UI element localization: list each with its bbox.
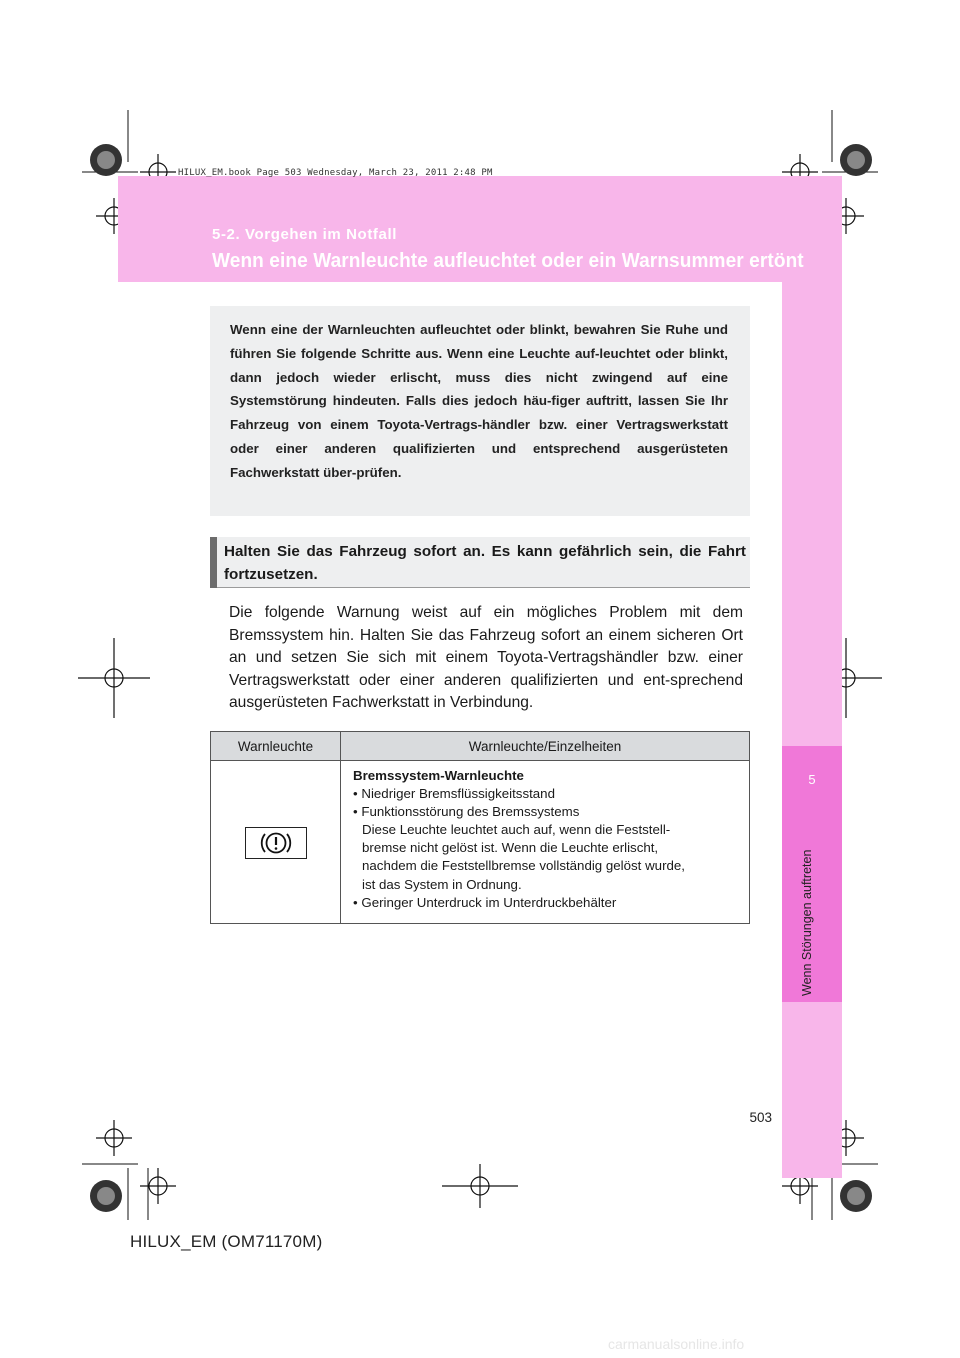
details-item: • Niedriger Bremsflüssigkeitsstand	[353, 786, 555, 802]
details-note: nachdem die Feststellbremse vollständig gelöst wurde,	[362, 858, 685, 874]
document-code: HILUX_EM (OM71170M)	[130, 1232, 323, 1251]
table-row	[211, 761, 750, 924]
book-stamp: HILUX_EM.book Page 503 Wednesday, March 23, 2011 2:48 PM	[178, 168, 493, 178]
details-item: • Funktionsstörung des Bremssystems	[353, 804, 580, 820]
details-note: bremse nicht gelöst ist. Wenn die Leuchte erlischt,	[362, 840, 659, 856]
chapter-title: Wenn Störungen auftreten	[800, 849, 814, 996]
details-title: Bremssystem-Warnleuchte	[353, 768, 524, 783]
warning-table	[210, 731, 750, 924]
details-note: ist das System in Ordnung.	[362, 876, 522, 892]
watermark: carmanualsonline.info	[608, 1336, 745, 1352]
column-header-warning-light: Warnleuchte	[211, 732, 341, 761]
page-title: Wenn eine Warnleuchte aufleuchtet oder ein Warnsummer ertönt	[212, 249, 804, 272]
details-item: • Geringer Unterdruck im Unterdruckbehälter	[353, 894, 617, 910]
page-number: 503	[749, 1110, 772, 1125]
warning-heading: Halten Sie das Fahrzeug sofort an. Es kann gefährlich sein, die Fahrt fortzusetzen.	[224, 543, 746, 583]
section-label: 5-2. Vorgehen im Notfall	[212, 226, 397, 243]
warning-heading-accent	[210, 537, 217, 588]
column-header-details: Warnleuchte/Einzelheiten	[341, 732, 750, 761]
details-note: Diese Leuchte leuchtet auch auf, wenn die Feststell-	[362, 822, 671, 838]
icon-cell	[211, 761, 341, 924]
table-header-row	[211, 732, 750, 761]
side-tab-strip	[782, 282, 842, 1178]
details-cell	[341, 761, 750, 924]
brake-system-warning-icon	[245, 827, 307, 859]
body-paragraph: Die folgende Warnung weist auf ein mögliches Problem mit dem Bremssystem hin. Halten Sie das Fahrzeug sofort an einem sicheren Ort an und setzen Sie sich mit einem Toyota-Vertragshändler bzw. einer Vertragswerkstatt oder einer anderen qualifizierten und ent-sprechend ausgerüsteten Fachwerkstatt in Verbindung.	[229, 604, 743, 712]
chapter-number: 5	[808, 772, 816, 787]
intro-text: Wenn eine der Warnleuchten aufleuchtet oder blinkt, bewahren Sie Ruhe und führen Sie folgende Schritte aus. Wenn eine Leuchte auf-leuchtet oder blinkt, dann jedoch wieder erlischt, muss dies nicht zwingend auf eine Systemstörung hindeuten. Falls dies jedoch häu-figer auftritt, lassen Sie Ihr Fahrzeug von einem Toyota-Vertrags-händler bzw. einer Vertragswerkstatt oder einer anderen qualifizierten und entsprechend ausgerüsteten Fachwerkstatt über-prüfen.	[230, 322, 728, 480]
